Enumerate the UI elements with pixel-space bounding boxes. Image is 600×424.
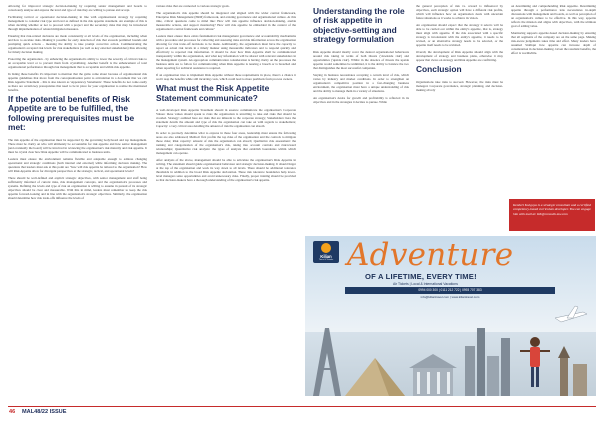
skyline-icon xyxy=(465,328,510,396)
paragraph: The risk appetite of the organisation must be supported by the governing body/board and top management. There must be clarity on who will ultimately be accountable for risk appetite and how senior management (and eventually the board) will be involved in reviewing the organisation's risk maturity and risk appetite. It must be crystal clear how Risk Appetite will be communicated to business units. xyxy=(8,137,147,154)
traveller-figure-icon xyxy=(520,337,550,387)
logo-tagline: Tours & Travels xyxy=(318,258,334,261)
paragraph: various risks that are connected to various strategic goals. xyxy=(156,4,230,8)
ad-title: Adventure xyxy=(347,237,514,273)
paragraph: Leaders must ensure there exists fundamental risk management governance and accountability mechanisms with a procedure and processes for collecting and assessing risks and risk information across the organisation allowing for risk trade-off decisions to be made. Additionally, the organisation must have the capacity to report on actual risk levels in a timely manner using measurable indicators and to respond quickly and effectively to reported risk information. It should be clear how Risk Appetite shall be communicated transparently within the organisation, and what key information will be shared with relevant stakeholders in the management system. An appropriate communication consideration is having clarity on the processes the business units are to follow for communicating when Risk Appetite is nearing a breach or is breached and when reporting for technical assistance is required. xyxy=(156,33,296,71)
section-heading-statement: What must the Risk Appetite Statement communicate? xyxy=(156,83,270,103)
paragraph: An organisation should expect that the strategy it selects will be able to be carried out within the entity's appetite, that is, strategy must align with appetite. If the risk associated with a specific strategy is inconsistent with the entity's appetite, it needs to be revised, or an alternative strategy needs to be selected, or the appetite itself needs to be revisited. xyxy=(416,22,503,48)
paragraph: Overall, the development of Risk Appetite should align with the development of strategy and business plans, otherwise it may appear that views on strategy and Risk Appetite are conflicting. xyxy=(416,50,503,63)
paragraph: In order to precisely determine what to express in these four areas, leadership must ensure the following areas are also addressed; Method: first profile the top risks of the organisation and the controls to mitigate those risks; Risk capacity: amount of risk the organisation can absorb; Qualitative risk assessment: the ranking and categorisation of the organisation's risk, taking into account controls and risk/reward relationships; Quantitative risk analysis: the types of analysis that establish boundaries within which management can operate. xyxy=(156,131,296,156)
logo-name: Kilian xyxy=(320,254,332,259)
paragraph: Protecting the organisation - by enhancing the organisation's ability to lower the severity of critical risks to an acceptable level or to prevent them from crystallising. Another benefit is the enhancement of total organisational performance through risk management that is acceptable and within risk appetite. xyxy=(8,56,147,69)
article-column-4 xyxy=(416,4,503,95)
paragraph: on determining and comprehending Risk Appetite. Determining appetite through a performance lens necessitates in-depth discussions with management and boards, as well as perception of an organisation's culture to be effective. In this way, appetite reflects the mission and aligns with objectives, with the ultimate goal of adding value. xyxy=(511,4,596,29)
paragraph: If an organisation tries to implement Risk Appetite without these requirements in place, there's a chance it won't reap the benefits while still incurring costs, which could lead to more pushback from process owners. xyxy=(156,73,296,82)
paragraph: Facilitating tactical or operational decision-making in line with organisational strategy by requiring management to consider risk type and level as defined in the risk appetite statement. An example of this is when deciding whether or not to proceed with a project and the secondary risks that may be introduced through implementation of related mitigation measures. xyxy=(8,14,147,32)
ad-subtitle: OF A LIFETIME, EVERY TIME! xyxy=(365,272,477,281)
article-column-1 xyxy=(8,4,147,203)
paragraph: There should be well-defined and explicit strategic objectives, with senior management and staff being sufficiently informed of current risks, risk management concepts, and the organisation's processes and systems. Defining the levels and type of risk an organisation is willing to assume in pursuit of its strategic objectives should be clear and measurable. With this in mind, leaders must remember to keep the risk appetite forward-looking and in line with the organisation's strategic objectives. Similarly, the organisation should determine how risk trade-offs influence the levels of xyxy=(8,175,147,200)
kilian-logo xyxy=(313,241,339,263)
section-heading-prerequisites: If the potential benefits of Risk Appetite are to be fulfilled, the following prerequisites must be met: xyxy=(8,94,135,133)
pyramid-icon xyxy=(345,358,405,396)
paragraph: Organisations take risks to succeed. However, the risks must be managed. Corporate governance, strategic planning, and decision-making all rely xyxy=(416,79,503,92)
logo-sun-icon xyxy=(321,243,331,253)
landmarks-illustration xyxy=(305,298,596,396)
paragraph: An organisation's desire for growth and profitability is reflected in its objectives and in the strategies it decides to pursue. While xyxy=(313,95,409,104)
page-number: 46 xyxy=(9,409,16,415)
paragraph: The organisation's risk appetite should be integrated and aligned with the wider control framework, Enterprise Risk Management (ERM) framework, and existing governance and organisational culture. At this time, critical questions come to mind like: How will risk appetite influence decision-making, enable measurable actions, and support monitoring? How will risk appetite be embedded in the context of the organisation's control framework and culture? xyxy=(156,10,296,32)
article-column-5 xyxy=(511,4,596,58)
issue-label: MAL48/22 ISSUE xyxy=(22,409,67,415)
temple-icon xyxy=(409,354,457,396)
author-bio-box: Kenbert Kwiguya is a strategic consultant and a certified competency-based curriculum developer. You can engage him with mail at: KK@consults.mw.com xyxy=(509,199,595,231)
paragraph: Risk Appetite should ideally cover the desired organisational behaviours around risk taking in terms of both threats ('downside risk') and opportunities ('upside risk'). Whilst in the absence of threats the upside appetite would sometimes be unlimited, it is the ability to balance the two that distinguishes the most successful companies. xyxy=(313,49,409,70)
ad-contact-links[interactable]: info@kiliantravel.com | www.kiliantravel.com xyxy=(420,295,480,299)
article-column-3 xyxy=(313,4,409,107)
article-column-2 xyxy=(156,4,296,185)
paragraph: Leaders must ensure the environment remains flexible and adaptable enough to address changing operational and strategic conditions (both internal and external) while informing decision making. The questions that leaders must ask at this point are "how will risk appetite be tailored to the organisation? How will Risk Appetite allow for divergent perspectives at the strategic, tactical, and operational levels? xyxy=(8,156,147,173)
paragraph: Ensuring that risk-related decisions are made consistently at all levels of the organisation, including when and how to escalate risks. Making it possible for early detection of risk that exceeds permitted bounds and prompting quick actions – meaning the ability to take prompt corrective action. Communicating the organisation's accepted risk levels for risk stakeholders (as well as key external stakeholders) thus allowing for timely decision making. xyxy=(8,33,147,55)
section-heading-role: Understanding the role of risk appetite in objective-setting and strategy formulation xyxy=(313,6,405,45)
section-heading-conclusion: Conclusion xyxy=(416,64,462,75)
paragraph: After analysis of the above, management should be able to articulate the organisation's Risk Appetite in writing. The statement should guide organisational behaviour and strategic decision-making. It should linger at the top of the organisation and work its way down to all levels. There should be additional tolerance thresholds in addition to the broad Risk Appetite declaration. These risk tolerance boundaries help lower-level managers seize opportunities and avoid unnecessary risks. Finally, proper training should be provided so that decision-makers have a thorough understanding of the organisation's risk appetite. xyxy=(156,158,296,183)
airplane-icon xyxy=(555,306,587,322)
paragraph: Monitoring supports appetite-based decision-making by ensuring that all segments of the company are on the same page. Making risk-aware judgements takes time and effort. Many leaders have assumed Siddiqui how appetite can increase depth of consideration in decision-making. Given the resultant benefits, the effort is worthwhile. xyxy=(511,31,596,56)
paragraph: In listing these benefits it's important to mention that the gains come about because of organisational risk appetite guidelines that move from the conceptualisation point to articulation in a document that we call Risk Appetite Statement – this is also known as 'Appetencey Statements'. These benefits do not come easily as there are certain key prerequisites that need to be in place for your organisation to realise the mentioned benefits. xyxy=(8,71,147,93)
tower-icon xyxy=(558,346,587,396)
paragraph: A well-developed Risk Appetite Statement should in essence communicate the organisation's Corporate Values: these values should speak to risks the organisation is unwilling to take and risks that should be avoided. Strategy: outlined here are risks that are inherent to the corporate strategy; Stakeholders: here the statement details the amount and type of risk the organisation can take on with regards to stakeholders; Capacity: a very critical area detailing the amount of risk the organisation can absorb. xyxy=(156,108,296,129)
paragraph: Staying in business necessitates accepting a certain level of risk, which varies by industry and market conditions. In order to strengthen an organisation's competitive position in a fast-changing business environment, the organisation must have a unique understanding of risk and the ability to manage them in a variety of situations. xyxy=(313,72,409,93)
paragraph: Allowing for improved strategic decision-making by requiring senior management and boards to consciously analyse and express the level and type of risk they are willing to pursue and accept. xyxy=(8,4,147,13)
paragraph: the general perception of risk vs. reward is influenced by objectives, each strategic option will have a different risk profile, which will influence how an organisation deals with uncertain future situations as it works to achieve its vision. xyxy=(416,4,503,21)
eiffel-tower-icon xyxy=(313,328,341,396)
ad-phone-bar: 0994 000 300 | 0111 212 722 | 0993 707 383 xyxy=(345,287,555,294)
page-footer xyxy=(0,407,600,421)
ad-services: Air Tickets | Local & International Vacations xyxy=(393,282,458,286)
travel-advertisement[interactable] xyxy=(305,236,596,396)
